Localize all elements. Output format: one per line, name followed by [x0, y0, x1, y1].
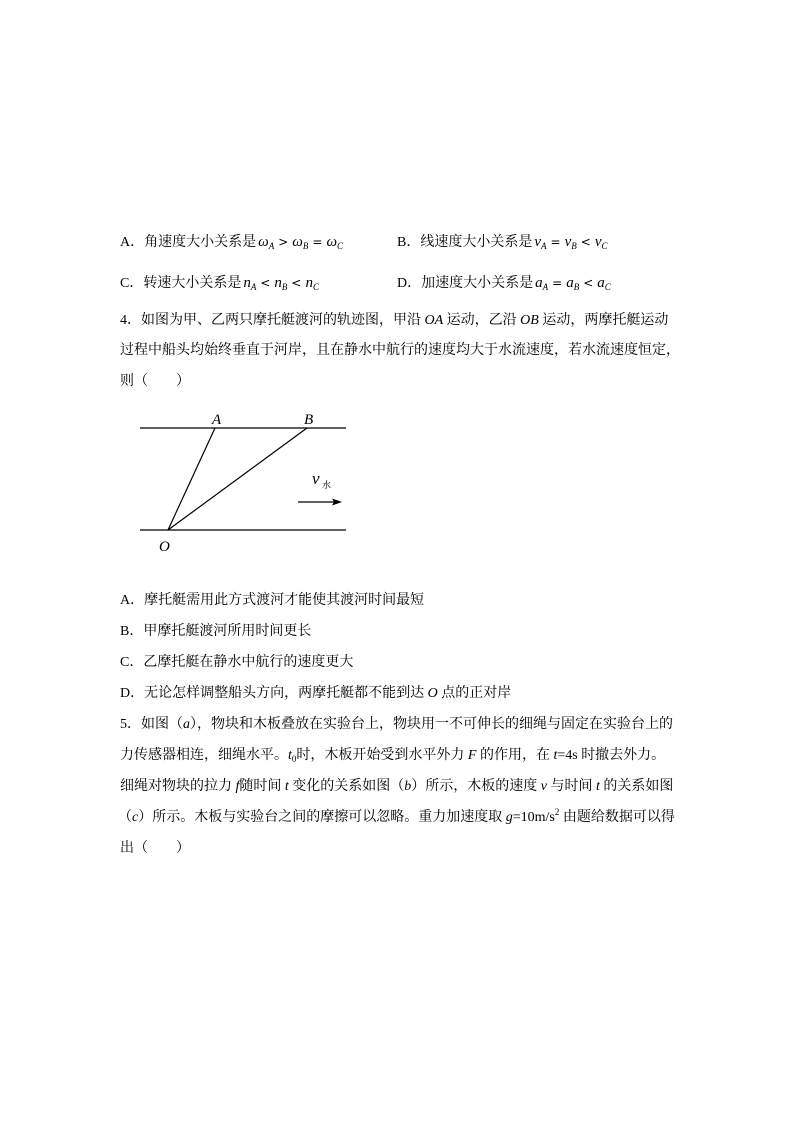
point-o-reference: O — [427, 686, 438, 701]
option-formula — [534, 235, 607, 250]
formula-variable: v — [594, 234, 602, 250]
point-b-label: B — [304, 412, 314, 428]
text-run: 时，木板开始受到水平外力 — [296, 748, 468, 763]
text-run: 与时间 — [547, 779, 596, 794]
text-run: D．无论怎样调整船头方向，两摩托艇都不能到达 — [120, 686, 428, 701]
path-oa-line — [168, 428, 215, 530]
option-label: B． — [397, 235, 421, 250]
text-run: A．摩托艇需用此方式渡河才能使其渡河时间最短 — [120, 593, 425, 608]
path-ob-line — [168, 428, 307, 530]
text-run: 运动，乙沿 — [443, 313, 521, 328]
q5-stem-line-4 — [118, 808, 675, 828]
text-run: C．乙摩托艇在静水中航行的速度更大 — [120, 655, 354, 670]
variable-t: t — [553, 748, 558, 763]
q3-option-b — [397, 232, 608, 252]
figure-ref-a: a — [183, 717, 190, 732]
formula-variable: a — [597, 275, 605, 291]
q3-option-c — [120, 273, 319, 293]
variable-g: g — [505, 810, 513, 825]
variable-t: t — [596, 779, 600, 794]
q4-option-b — [120, 622, 311, 642]
formula-variable: n — [243, 275, 251, 291]
river-crossing-diagram — [130, 400, 360, 560]
formula-subscript: B — [302, 241, 309, 251]
text-run: 的关系如图 — [599, 779, 674, 794]
text-run: 随时间 — [239, 779, 285, 794]
subscript-zero: 0 — [291, 754, 297, 764]
text-run: 点的正对岸 — [437, 686, 512, 701]
formula-subscript: B — [281, 282, 288, 292]
q4-option-a — [120, 591, 424, 611]
figure-ref-b: b — [404, 779, 412, 794]
q4-option-d — [120, 684, 511, 704]
formula-operator: < — [583, 276, 594, 290]
formula-operator: < — [580, 235, 591, 249]
variable-f: f — [235, 779, 240, 794]
formula-operator: = — [550, 235, 561, 249]
water-velocity-symbol: v — [312, 469, 320, 488]
option-label: C． — [120, 276, 144, 291]
option-label: A． — [120, 235, 145, 250]
formula-operator: < — [291, 276, 302, 290]
point-a-label: A — [212, 412, 222, 428]
text-run: ）所示，木板的速度 — [411, 779, 541, 794]
formula-variable: n — [274, 275, 282, 291]
formula-subscript: C — [604, 282, 611, 292]
formula-operator: = — [552, 276, 563, 290]
point-o-label: O — [159, 539, 170, 555]
formula-subscript: A — [250, 282, 257, 292]
water-velocity-subscript: 水 — [322, 480, 332, 490]
text-run: 出（ ） — [120, 841, 190, 856]
formula-subscript: C — [601, 241, 608, 251]
formula-subscript: C — [337, 241, 344, 251]
formula-subscript: A — [541, 241, 547, 251]
formula-operator: = — [312, 235, 323, 249]
formula-operator: < — [260, 276, 271, 290]
segment-ob: OB — [520, 313, 539, 328]
variable-t: t — [288, 748, 292, 763]
q5-stem-line-3 — [120, 777, 673, 797]
formula-variable: v — [534, 234, 542, 250]
text-run: 5．如图（ — [120, 717, 183, 732]
q4-option-c — [120, 653, 353, 673]
q4-stem-line-2 — [120, 341, 680, 361]
text-run: 4．如图为甲、乙两只摩托艇渡河的轨迹图，甲沿 — [120, 313, 425, 328]
text-run: 由题给数据可以得 — [559, 810, 675, 825]
formula-variable: n — [305, 275, 313, 291]
q5-stem-line-5 — [120, 839, 190, 859]
text-run: （ — [118, 810, 132, 825]
text-run: 的作用，在 — [476, 748, 554, 763]
q4-stem-line-3 — [120, 372, 190, 392]
option-formula — [243, 276, 319, 291]
text-run: 运动，两摩托艇运动 — [538, 313, 669, 328]
figure-ref-c: c — [132, 810, 139, 825]
q4-stem-line-1 — [120, 311, 668, 331]
formula-subscript: B — [571, 241, 577, 251]
formula-variable: ω — [292, 234, 303, 250]
text-run: ），物块和木板叠放在实验台上，物块用一不可伸长的细绳与固定在实验台上的 — [190, 717, 673, 732]
text-run: ）所示。木板与实验台之间的摩擦可以忽略。重力加速度取 — [138, 810, 506, 825]
formula-variable: ω — [326, 234, 338, 250]
formula-variable: v — [564, 234, 572, 250]
formula-variable: a — [566, 275, 574, 291]
option-text: 角速度大小关系是 — [144, 235, 257, 250]
text-run: 则（ ） — [120, 374, 190, 389]
formula-subscript: B — [573, 282, 580, 292]
text-run: 过程中船头均始终垂直于河岸，且在静水中航行的速度均大于水流速度，若水流速度恒定， — [120, 343, 680, 358]
formula-subscript: C — [312, 282, 319, 292]
variable-v: v — [540, 779, 547, 794]
q5-stem-line-2 — [120, 746, 665, 766]
formula-operator: > — [278, 235, 289, 249]
option-text: 线速度大小关系是 — [420, 235, 533, 250]
text-run: 细绳对物块的拉力 — [120, 779, 236, 794]
option-text: 转速大小关系是 — [143, 276, 242, 291]
variable-f-force: F — [467, 748, 477, 763]
superscript-two: 2 — [554, 807, 560, 817]
q3-option-a — [120, 232, 343, 252]
text-run: 力传感器相连，细绳水平。 — [120, 748, 288, 763]
text-run: =10m/s — [512, 810, 555, 825]
variable-t: t — [284, 779, 289, 794]
text-run: B．甲摩托艇渡河所用时间更长 — [120, 624, 312, 639]
option-text: 加速度大小关系是 — [421, 276, 534, 291]
text-run: =4s 时撤去外力。 — [557, 748, 666, 763]
formula-variable: a — [535, 275, 543, 291]
formula-subscript: A — [542, 282, 549, 292]
segment-oa: OA — [424, 313, 444, 328]
formula-subscript: A — [268, 241, 275, 251]
option-formula — [535, 276, 611, 291]
text-run: 变化的关系如图（ — [288, 779, 405, 794]
q5-stem-line-1 — [120, 715, 673, 735]
option-label: D． — [397, 276, 422, 291]
option-formula — [258, 235, 343, 250]
formula-variable: ω — [258, 234, 269, 250]
q3-option-d — [397, 273, 611, 293]
